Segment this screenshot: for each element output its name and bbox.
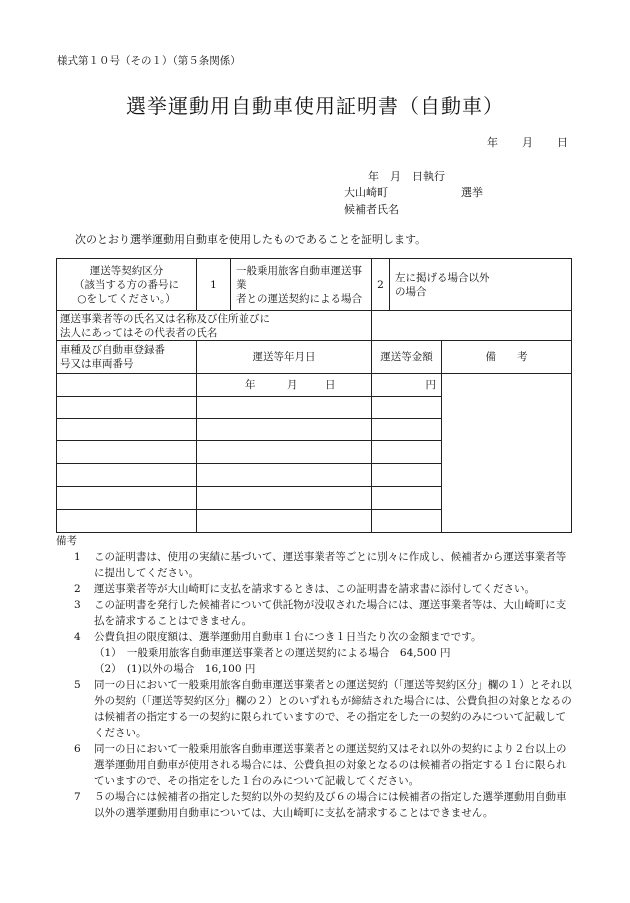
- date-cell[interactable]: [197, 464, 372, 487]
- date-column-header: 運送等年月日: [197, 341, 372, 374]
- unit-month: 月: [287, 379, 298, 391]
- amount-cell[interactable]: [372, 397, 442, 419]
- date-cell[interactable]: [197, 374, 372, 397]
- remarks-column-header: 備 考: [442, 341, 572, 374]
- amount-cell[interactable]: [372, 510, 442, 533]
- notes-section: [56, 533, 576, 821]
- amount-cell[interactable]: [372, 419, 442, 441]
- operator-field[interactable]: [372, 311, 572, 341]
- amount-cell[interactable]: [372, 464, 442, 487]
- contract-option-1-number[interactable]: 1: [197, 259, 231, 311]
- amount-column-header: 運送等金額: [372, 341, 442, 374]
- note-sub-item: （1） 一般乗用旅客自動車運送事業者との運送契約による場合 64,500 円: [94, 647, 451, 659]
- election-exec-date: 年 月 日執行: [368, 170, 445, 183]
- vehicle-cell[interactable]: [57, 397, 197, 419]
- vehicle-cell[interactable]: [57, 464, 197, 487]
- amount-cell[interactable]: [372, 441, 442, 464]
- vehicle-cell[interactable]: [57, 487, 197, 510]
- amount-cell[interactable]: [372, 487, 442, 510]
- vehicle-label: 車種及び自動車登録番 号又は車両番号: [57, 341, 197, 374]
- date-cell[interactable]: [197, 419, 372, 441]
- date-cell[interactable]: [197, 397, 372, 419]
- note-item: 2 運送事業者等が大山崎町に支払を請求するときは、この証明書を請求書に添付してください。: [74, 583, 535, 595]
- date-cell[interactable]: [197, 441, 372, 464]
- contract-option-1-text: 一般乗用旅客自動車運送事業 者との運送契約による場合: [231, 259, 372, 311]
- vehicle-cell[interactable]: [57, 441, 197, 464]
- operator-label: 運送事業者等の氏名又は名称及び住所並びに 法人にあってはその代表者の氏名: [57, 311, 372, 341]
- election-town: 大山崎町: [344, 186, 388, 199]
- contract-option-2-text: 左に掲げる場合以外 の場合: [390, 259, 572, 311]
- note-item: 5 同一の日において一般乗用旅客自動車運送事業者との運送契約（「運送等契約区分」欄の１）とそれ以外の契約（「運送等契約区分」欄の２）とのいずれもが締結された場合には、公費負担の対象となるのは候補者の指定する一の契約に限られていますので、その指定をした一の契約のみについて記載してください。: [74, 679, 572, 739]
- contract-option-2-number[interactable]: 2: [372, 259, 390, 311]
- intro-text: 次のとおり選挙運動用自動車を使用したものであることを証明します。: [75, 233, 427, 246]
- vehicle-cell[interactable]: [57, 374, 197, 397]
- election-name: 選挙: [461, 186, 483, 199]
- unit-yen: 円: [425, 379, 436, 391]
- candidate-name-label: 候補者氏名: [344, 203, 399, 216]
- date-cell[interactable]: [197, 487, 372, 510]
- page-title: 選挙運動用自動車使用証明書（自動車）: [126, 94, 504, 118]
- vehicle-cell[interactable]: [57, 419, 197, 441]
- note-item: 3 この証明書を発行した候補者について供託物が没収された場合には、運送事業者等は、大山崎町に支払を請求することはできません。: [74, 599, 567, 627]
- note-item: 6 同一の日において一般乗用旅客自動車運送事業者との運送契約又はそれ以外の契約により２台以上の選挙運動用自動車が使用される場合には、公費負担の対象となるのは候補者の指定する１台に限られていますので、その指定をした１台のみについて記載してください。: [74, 743, 567, 787]
- certificate-table: [56, 258, 572, 533]
- date-day: 日: [557, 136, 568, 149]
- vehicle-cell[interactable]: [57, 510, 197, 533]
- remarks-cell[interactable]: [442, 374, 572, 533]
- unit-day: 日: [325, 379, 336, 391]
- date-month: 月: [522, 136, 533, 149]
- note-item: 4 公費負担の限度額は、選挙運動用自動車１台につき１日当たり次の金額までです。: [74, 631, 482, 643]
- contract-type-label: 運送等契約区分 （該当する方の番号に ○をしてください。）: [57, 259, 197, 311]
- amount-cell[interactable]: [372, 374, 442, 397]
- note-item: 7 ５の場合には候補者の指定した契約以外の契約及び６の場合には候補者の指定した選挙運動用自動車以外の選挙運動用自動車については、大山崎町に支払を請求することはできません。: [74, 791, 567, 819]
- date-cell[interactable]: [197, 510, 372, 533]
- date-year: 年: [487, 136, 498, 149]
- note-sub-item: （2） (1)以外の場合 16,100 円: [94, 663, 256, 675]
- note-item: 1 この証明書は、使用の実績に基づいて、運送事業者等ごとに別々に作成し、候補者から運送事業者等に提出してください。: [74, 551, 567, 579]
- form-number: 様式第１０号（その１）（第５条関係）: [57, 55, 241, 67]
- unit-year: 年: [245, 379, 256, 391]
- notes-heading: 備考: [56, 535, 77, 547]
